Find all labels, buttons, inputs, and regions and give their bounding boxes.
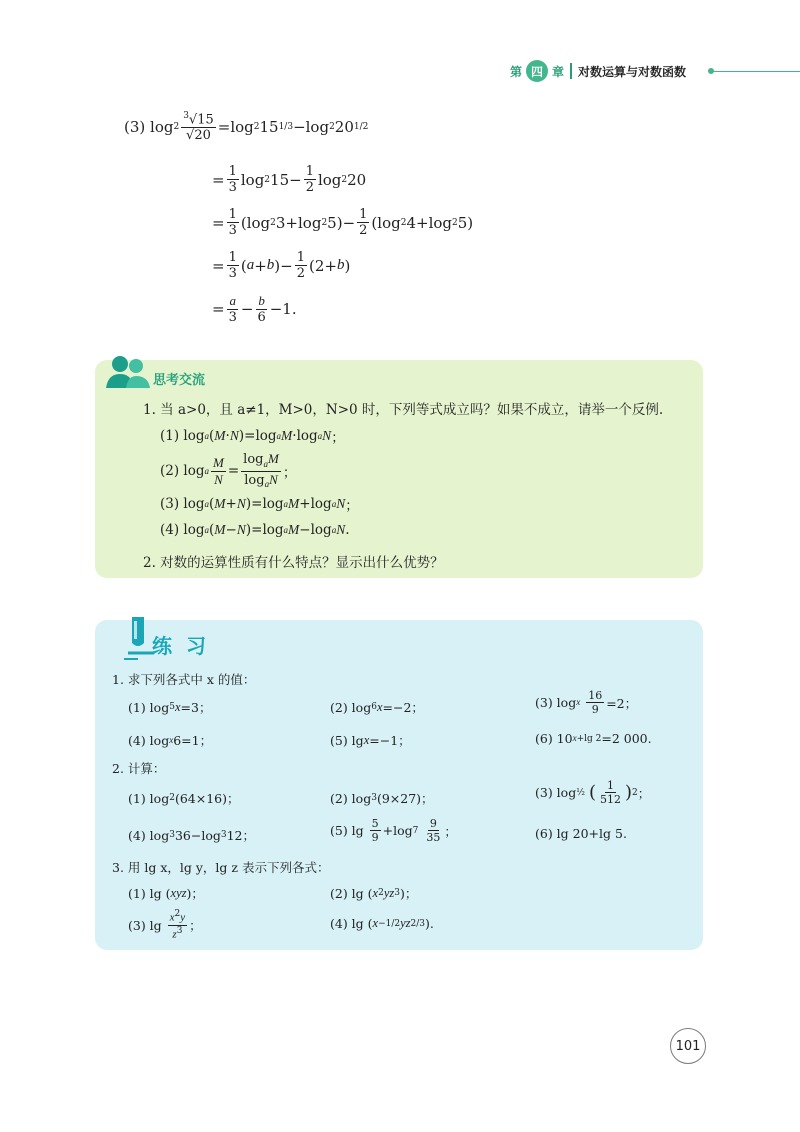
example-line-5: = $\frac{a}{3}$ − $\frac{b}{6}$ −1. xyxy=(212,293,297,325)
exercise-q3: 3. 用 lg x，lg y，lg z 表示下列各式： xyxy=(112,860,330,875)
q3-item-1: (1) lg ( xyz )； xyxy=(128,885,204,901)
think-item-2: (2) log a $\frac{M}{N}$ = $\frac{\log_aM}{\log_aN}$ ； xyxy=(160,451,297,490)
think-item-3: (3) log a ( M + N )=log a M +log a N ； xyxy=(160,496,359,514)
exercise-q1: 1. 求下列各式中 x 的值： xyxy=(112,672,256,687)
exercise-title: 练习 xyxy=(152,634,220,658)
think-title: 思考交流 xyxy=(153,373,206,388)
q2-item-5: (5) lg $\frac{5}{9}$ +log 7 $\frac{9}{35}$ ； xyxy=(330,817,457,844)
chapter-badge xyxy=(510,60,564,82)
example-line-1: (3) log 2 $\frac{^3√15}{√20}$ =log 2 15 1/3 −log 2 20 1/2 xyxy=(124,111,369,144)
q2-item-4: (4) log 3 36−log 3 12； xyxy=(128,827,255,843)
q2-item-2: (2) log 3 (9×27)； xyxy=(330,790,434,806)
q1-item-6: (6) 10 x+lg 2 =2 000. xyxy=(535,731,652,746)
q3-item-2: (2) lg ( x 2 yz 3 )； xyxy=(330,885,418,901)
chapter-title: 对数运算与对数函数 xyxy=(578,64,687,79)
fraction: $\frac{^3√15}{√20}$ xyxy=(183,111,214,144)
page-number: 101 xyxy=(670,1028,706,1064)
example-line-3: = $\frac{1}{3}$ (log 2 3+log 2 5)− $\frac{1}{2}$ (log 2 4+log 2 5) xyxy=(212,207,474,238)
q1-item-3: (3) log x $\frac{16}{9}$ =2； xyxy=(535,689,638,716)
think-question-1: 1. 当 a>0，且 a≠1，M>0，N>0 时，下列等式成立吗？如果不成立，请举一个反例. xyxy=(143,402,664,418)
q2-item-6: (6) lg 20+lg 5. xyxy=(535,826,627,841)
exercise-q2: 2. 计算： xyxy=(112,761,166,776)
example-line-4: = $\frac{1}{3}$ ( a + b )− $\frac{1}{2}$ (2+ b ) xyxy=(212,250,351,281)
q3-item-4: (4) lg ( x −1/2 yz 2/3 ). xyxy=(330,916,434,931)
q1-item-2: (2) log 6 x =−2； xyxy=(330,699,424,715)
header-rule xyxy=(712,71,800,72)
example-line-2: = $\frac{1}{3}$ log 2 15− $\frac{1}{2}$ log 2 20 xyxy=(212,164,367,195)
q2-item-3: (3) log ½ ( $\frac{1}{512}$ ) 2 ； xyxy=(535,779,651,806)
q1-item-5: (5) lg x =−1； xyxy=(330,732,411,748)
q2-item-1: (1) log 2 (64×16)； xyxy=(128,790,240,806)
chapter-header xyxy=(510,60,686,82)
q1-item-4: (4) log x 6=1； xyxy=(128,732,213,748)
chapter-number: 四 xyxy=(526,60,548,82)
people-icon xyxy=(104,352,152,392)
example-label: (3) xyxy=(124,118,146,137)
header-divider xyxy=(570,63,572,79)
think-question-2: 2. 对数的运算性质有什么特点？显示出什么优势？ xyxy=(143,555,444,571)
think-item-1: (1) log a ( M · N )=log a M ·log a N ； xyxy=(160,428,345,446)
think-item-4: (4) log a ( M − N )=log a M −log a N . xyxy=(160,522,350,538)
q1-item-1: (1) log 5 x =3； xyxy=(128,699,212,715)
q3-item-3: (3) lg $\frac{x^2y}{z^3}$ ； xyxy=(128,909,202,941)
chapter-pre: 第 xyxy=(510,64,523,79)
chapter-post: 章 xyxy=(552,64,565,79)
